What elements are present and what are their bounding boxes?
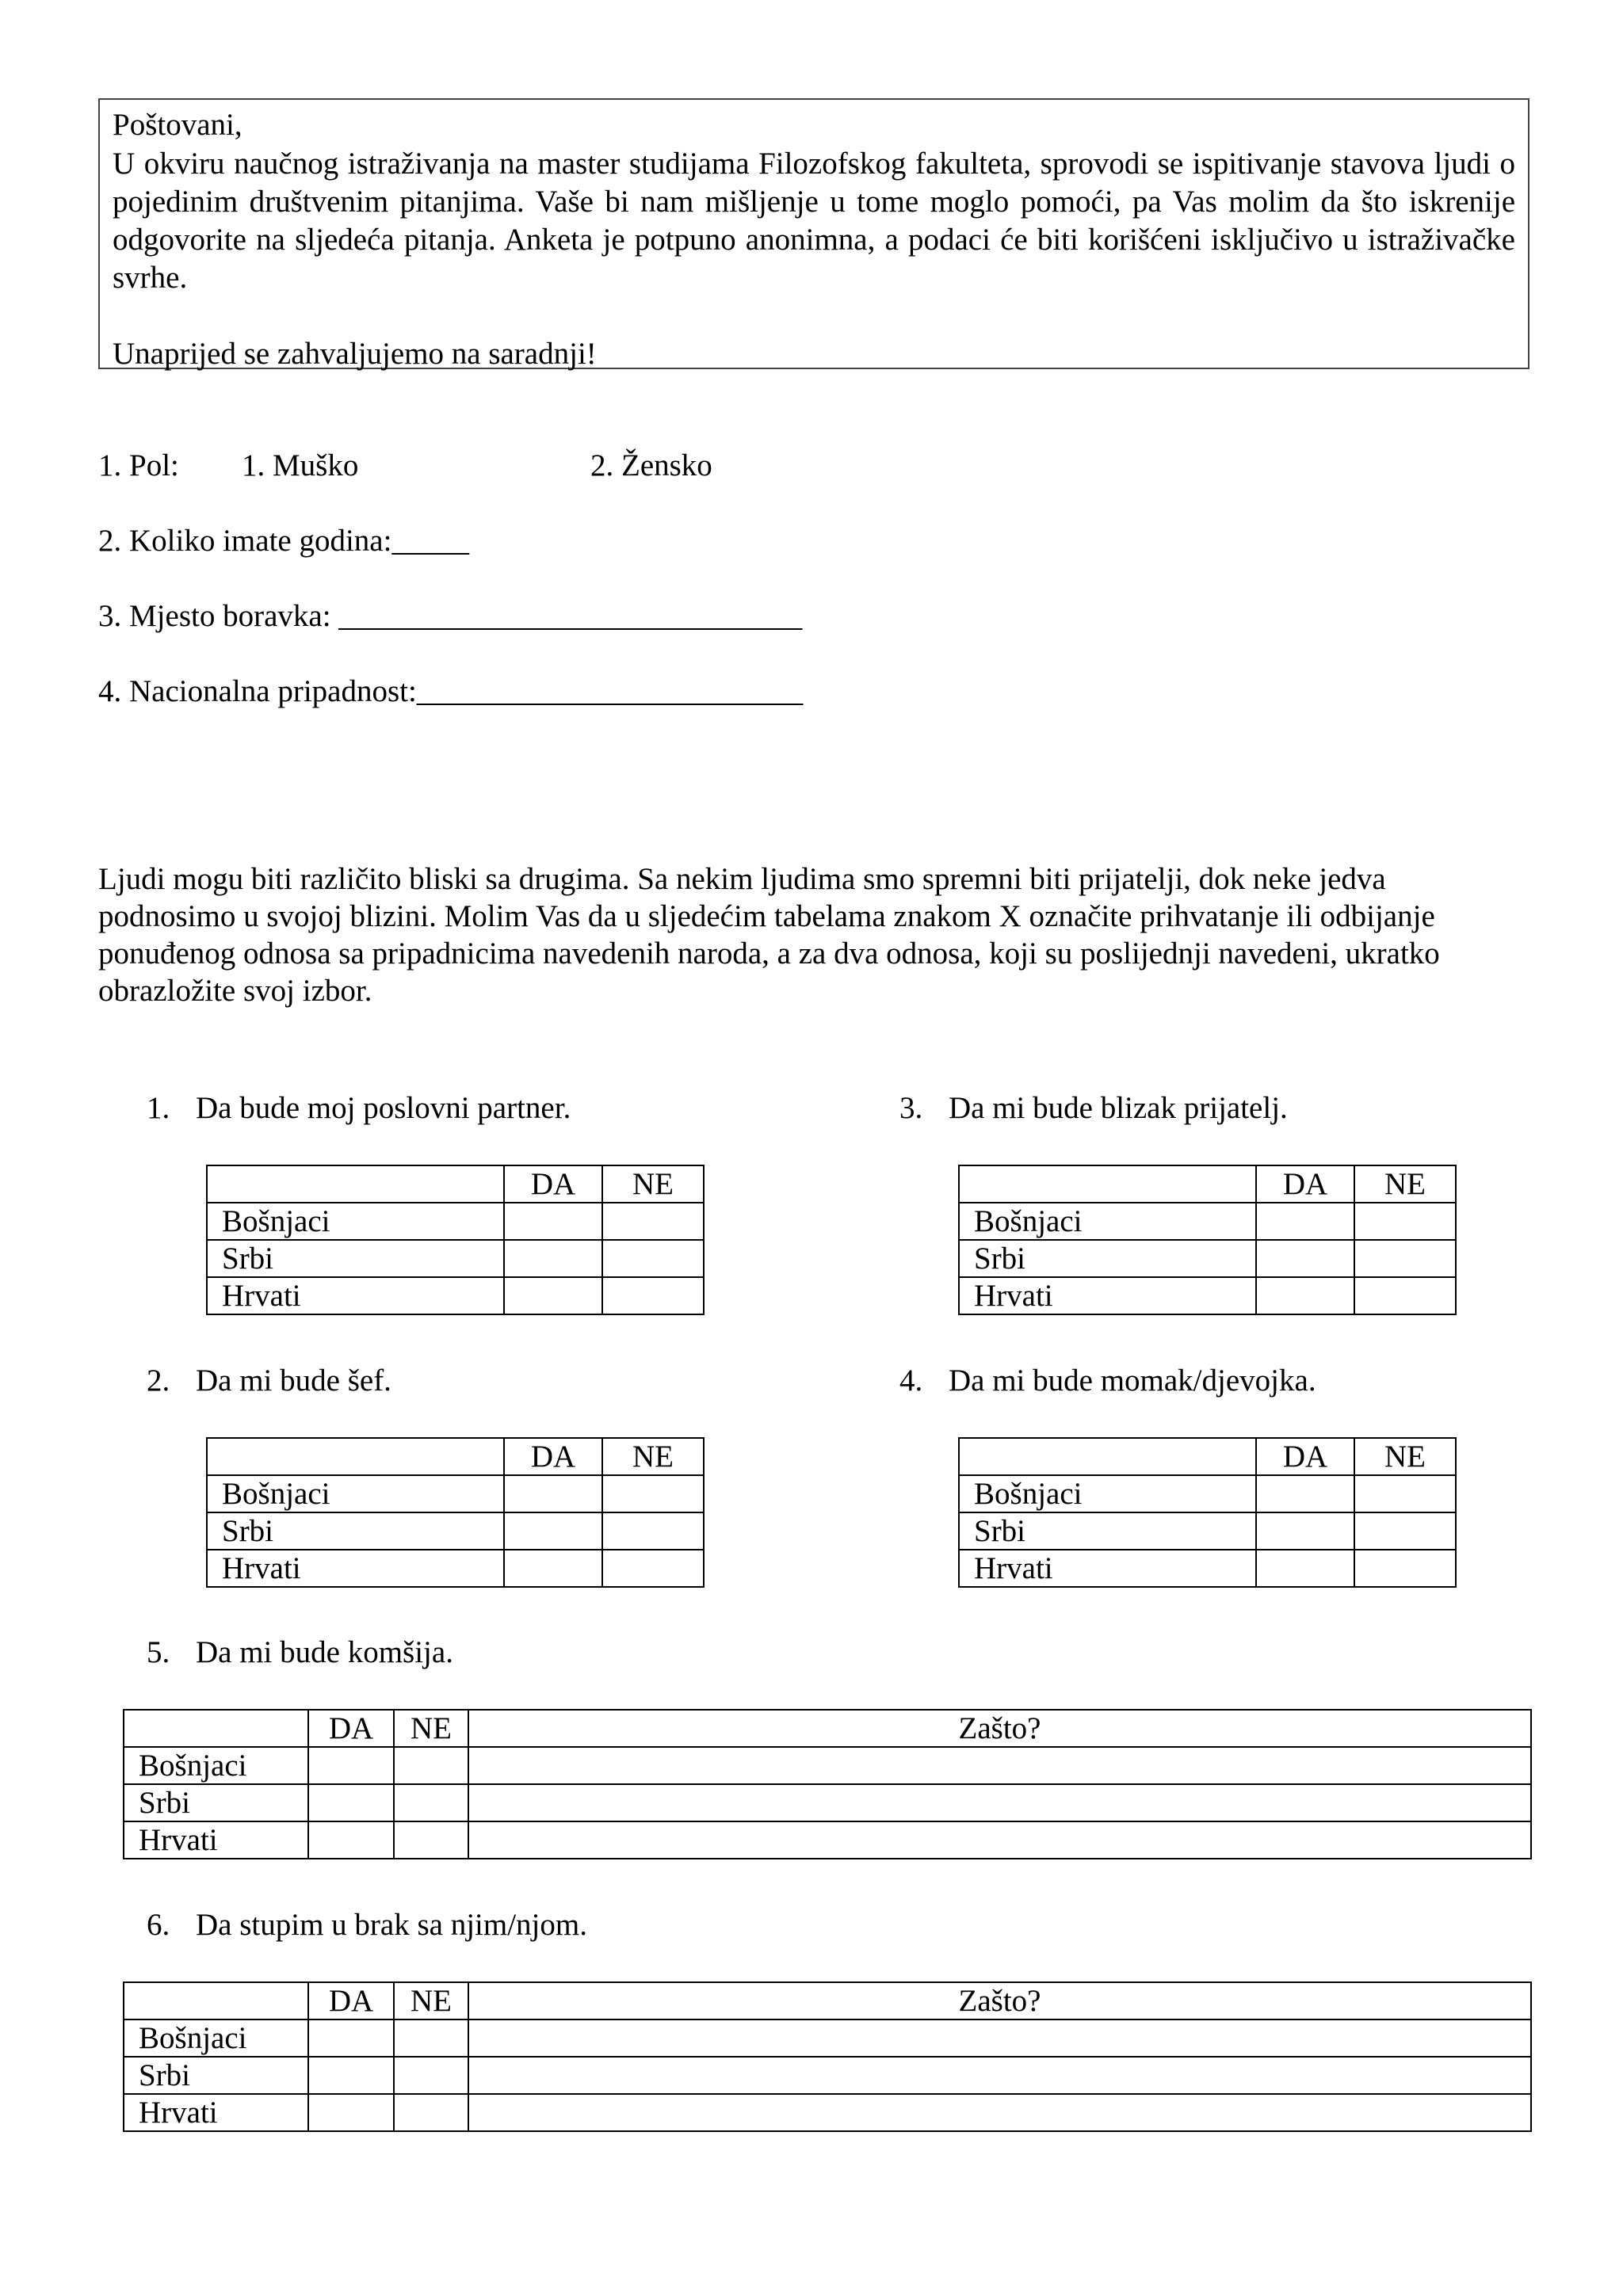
header-ne: NE — [602, 1438, 704, 1475]
reason-cell[interactable] — [468, 2019, 1531, 2057]
table-row — [959, 1475, 1456, 1512]
header-ne: NE — [602, 1165, 704, 1203]
question-number: 3. — [899, 1091, 923, 1125]
table-row — [124, 2094, 1531, 2131]
reason-cell[interactable] — [468, 2057, 1531, 2094]
answer-cell-da[interactable] — [1256, 1203, 1354, 1240]
nation-label: Bošnjaci — [124, 1747, 308, 1784]
answer-cell-da[interactable] — [504, 1203, 602, 1240]
nation-label: Bošnjaci — [207, 1203, 504, 1240]
question-text: Da mi bude momak/djevojka. — [949, 1363, 1316, 1398]
table-question-3 — [958, 1165, 1457, 1315]
answer-cell-ne[interactable] — [602, 1240, 704, 1277]
reason-cell[interactable] — [468, 2094, 1531, 2131]
table-row — [207, 1240, 704, 1277]
table-row — [959, 1203, 1456, 1240]
answer-cell-da[interactable] — [1256, 1550, 1354, 1587]
table-header-row — [124, 1982, 1531, 2019]
nation-label: Bošnjaci — [959, 1475, 1256, 1512]
question-3-label — [899, 1089, 1288, 1128]
answer-cell-da[interactable] — [308, 1821, 394, 1859]
header-empty-cell — [207, 1165, 504, 1203]
answer-cell-ne[interactable] — [602, 1277, 704, 1314]
table-row — [124, 1821, 1531, 1859]
table-row — [207, 1475, 704, 1512]
intro-thanks: Unaprijed se zahvaljujemo na saradnji! — [113, 336, 597, 371]
answer-cell-ne[interactable] — [394, 1784, 468, 1821]
nation-label: Bošnjaci — [124, 2019, 308, 2057]
table-header-row — [207, 1165, 704, 1203]
nation-label: Hrvati — [207, 1277, 504, 1314]
nation-label: Bošnjaci — [207, 1475, 504, 1512]
table-row — [124, 2057, 1531, 2094]
answer-cell-ne[interactable] — [394, 2019, 468, 2057]
nation-label: Srbi — [207, 1512, 504, 1550]
header-ne: NE — [1354, 1438, 1456, 1475]
question-number: 4. — [899, 1363, 923, 1398]
question-number: 1. — [147, 1091, 170, 1125]
answer-cell-da[interactable] — [1256, 1240, 1354, 1277]
residence-field[interactable]: 3. Mjesto boravka: ______________________________ — [98, 599, 803, 633]
header-da: DA — [308, 1710, 394, 1747]
header-zasto: Zašto? — [468, 1982, 1531, 2019]
table-header-row — [207, 1438, 704, 1475]
intro-box — [98, 98, 1529, 369]
gender-option-male[interactable]: 1. Muško — [242, 448, 359, 482]
header-empty-cell — [124, 1982, 308, 2019]
answer-cell-ne[interactable] — [394, 1747, 468, 1784]
nationality-field[interactable]: 4. Nacionalna pripadnost:_________________________ — [98, 674, 804, 708]
instructions-paragraph: Ljudi mogu biti različito bliski sa drugima. Sa nekim ljudima smo spremni biti prijatelji, dok neke jedva podnosimo u svojoj blizini. Molim Vas da u sljedećim tabelama znakom X označite prihvatanje ili odbijanje ponuđenog odnosa sa pripadnicima navedenih naroda, a za dva odnosa, koji su poslijednji navedeni, ukratko obrazložite svoj izbor. — [98, 862, 1440, 1008]
nation-label: Srbi — [124, 1784, 308, 1821]
answer-cell-da[interactable] — [308, 2057, 394, 2094]
question-number: 5. — [147, 1635, 170, 1669]
question-4-label — [899, 1362, 1316, 1401]
header-empty-cell — [124, 1710, 308, 1747]
table-row — [207, 1277, 704, 1314]
table-question-2 — [206, 1437, 705, 1588]
answer-cell-ne[interactable] — [1354, 1475, 1456, 1512]
answer-cell-ne[interactable] — [394, 2094, 468, 2131]
answer-cell-da[interactable] — [504, 1550, 602, 1587]
answer-cell-da[interactable] — [308, 2019, 394, 2057]
answer-cell-ne[interactable] — [1354, 1203, 1456, 1240]
reason-cell[interactable] — [468, 1784, 1531, 1821]
age-field[interactable]: 2. Koliko imate godina:_____ — [98, 524, 469, 558]
answer-cell-da[interactable] — [308, 2094, 394, 2131]
table-row — [959, 1550, 1456, 1587]
table-row — [124, 1747, 1531, 1784]
answer-cell-ne[interactable] — [1354, 1550, 1456, 1587]
gender-option-female[interactable]: 2. Žensko — [590, 448, 712, 482]
nation-label: Hrvati — [124, 1821, 308, 1859]
answer-cell-da[interactable] — [308, 1784, 394, 1821]
header-ne: NE — [394, 1710, 468, 1747]
table-row — [207, 1203, 704, 1240]
answer-cell-da[interactable] — [308, 1747, 394, 1784]
answer-cell-da[interactable] — [504, 1512, 602, 1550]
table-header-row — [959, 1165, 1456, 1203]
gender-question-label: 1. Pol: — [98, 448, 179, 482]
nation-label: Srbi — [124, 2057, 308, 2094]
answer-cell-da[interactable] — [1256, 1512, 1354, 1550]
reason-cell[interactable] — [468, 1747, 1531, 1784]
question-text: Da mi bude šef. — [196, 1363, 391, 1398]
header-ne: NE — [1354, 1165, 1456, 1203]
table-row — [124, 1784, 1531, 1821]
answer-cell-ne[interactable] — [1354, 1240, 1456, 1277]
answer-cell-da[interactable] — [504, 1475, 602, 1512]
header-da: DA — [504, 1165, 602, 1203]
question-5-label — [147, 1634, 453, 1672]
nation-label: Hrvati — [207, 1550, 504, 1587]
table-row — [959, 1512, 1456, 1550]
answer-cell-da[interactable] — [1256, 1475, 1354, 1512]
answer-cell-ne[interactable] — [1354, 1512, 1456, 1550]
header-empty-cell — [959, 1438, 1256, 1475]
table-row — [207, 1550, 704, 1587]
question-2-label — [147, 1362, 391, 1401]
intro-greeting: Poštovani, — [113, 108, 242, 142]
answer-cell-da[interactable] — [1256, 1277, 1354, 1314]
question-1-label — [147, 1089, 571, 1128]
header-empty-cell — [959, 1165, 1256, 1203]
answer-cell-ne[interactable] — [602, 1512, 704, 1550]
table-row — [124, 2019, 1531, 2057]
nation-label: Srbi — [207, 1240, 504, 1277]
table-row — [959, 1277, 1456, 1314]
answer-cell-ne[interactable] — [602, 1550, 704, 1587]
header-da: DA — [1256, 1438, 1354, 1475]
answer-cell-da[interactable] — [504, 1240, 602, 1277]
question-text: Da bude moj poslovni partner. — [196, 1091, 571, 1125]
intro-body: U okviru naučnog istraživanja na master studijama Filozofskog fakulteta, sprovodi se ispitivanje stavova ljudi o pojedinim društvenim pitanjima. Vaše bi nam mišljenje u tome moglo pomoći, pa Vas molim da što iskrenije odgovorite na sljedeća pitanja. Anketa je potpuno anonimna, a podaci će biti korišćeni isključivo u istraživačke svrhe. — [113, 146, 1515, 295]
table-header-row — [959, 1438, 1456, 1475]
header-zasto: Zašto? — [468, 1710, 1531, 1747]
table-question-4 — [958, 1437, 1457, 1588]
answer-cell-ne[interactable] — [394, 1821, 468, 1859]
header-ne: NE — [394, 1982, 468, 2019]
answer-cell-ne[interactable] — [1354, 1277, 1456, 1314]
table-question-6 — [123, 1981, 1532, 2132]
answer-cell-da[interactable] — [504, 1277, 602, 1314]
nation-label: Hrvati — [959, 1277, 1256, 1314]
header-empty-cell — [207, 1438, 504, 1475]
nation-label: Srbi — [959, 1512, 1256, 1550]
question-text: Da mi bude blizak prijatelj. — [949, 1091, 1288, 1125]
question-text: Da mi bude komšija. — [196, 1635, 453, 1669]
question-text: Da stupim u brak sa njim/njom. — [196, 1908, 587, 1942]
question-number: 6. — [147, 1908, 170, 1942]
nation-label: Bošnjaci — [959, 1203, 1256, 1240]
header-da: DA — [1256, 1165, 1354, 1203]
table-row — [207, 1512, 704, 1550]
nation-label: Hrvati — [124, 2094, 308, 2131]
header-da: DA — [504, 1438, 602, 1475]
question-6-label — [147, 1906, 587, 1945]
nation-label: Hrvati — [959, 1550, 1256, 1587]
header-da: DA — [308, 1982, 394, 2019]
table-question-1 — [206, 1165, 705, 1315]
reason-cell[interactable] — [468, 1821, 1531, 1859]
answer-cell-ne[interactable] — [602, 1475, 704, 1512]
table-header-row — [124, 1710, 1531, 1747]
table-row — [959, 1240, 1456, 1277]
answer-cell-ne[interactable] — [394, 2057, 468, 2094]
nation-label: Srbi — [959, 1240, 1256, 1277]
answer-cell-ne[interactable] — [602, 1203, 704, 1240]
table-question-5 — [123, 1709, 1532, 1859]
question-number: 2. — [147, 1363, 170, 1398]
